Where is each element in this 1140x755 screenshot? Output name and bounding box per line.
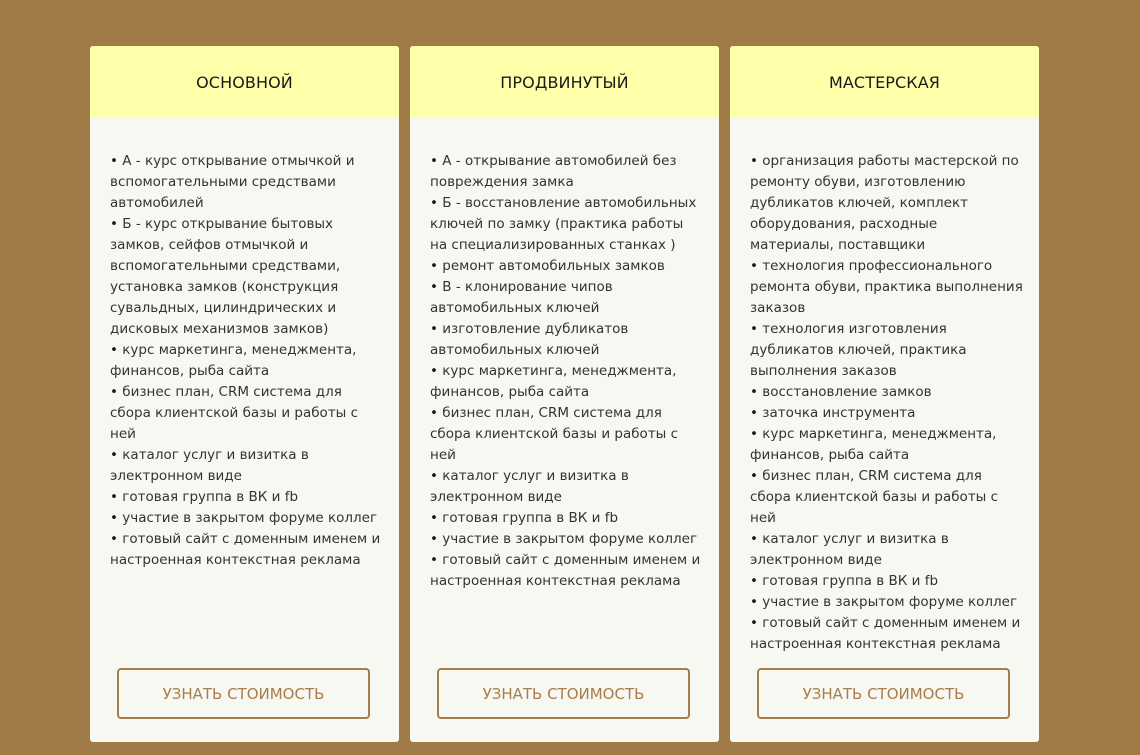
plan-card-basic <box>90 46 399 742</box>
feature-item: • курс маркетинга, менеджмента, финансов, рыба сайта <box>430 361 703 403</box>
plan-card-workshop <box>730 46 1039 742</box>
feature-item: • А - курс открывание отмычкой и вспомогательными средствами автомобилей <box>110 151 383 214</box>
feature-item: • курс маркетинга, менеджмента, финансов, рыба сайта <box>110 340 383 382</box>
feature-item: • бизнес план, CRM система для сбора клиентской базы и работы с ней <box>430 403 703 466</box>
feature-item: • готовый сайт с доменным именем и настроенная контекстная реклама <box>430 550 703 592</box>
feature-item: • технология изготовления дубликатов ключей, практика выполнения заказов <box>750 319 1023 382</box>
feature-list <box>730 118 1039 655</box>
feature-item: • ремонт автомобильных замков <box>430 256 703 277</box>
feature-item: • готовая группа в ВК и fb <box>110 487 383 508</box>
feature-item: • бизнес план, CRM система для сбора клиентской базы и работы с ней <box>110 382 383 445</box>
feature-item: • А - открывание автомобилей без повреждения замка <box>430 151 703 193</box>
plan-header <box>90 46 399 118</box>
feature-item: • курс маркетинга, менеджмента, финансов, рыба сайта <box>750 424 1023 466</box>
feature-item: • Б - восстановление автомобильных ключей по замку (практика работы на специализированных станках ) <box>430 193 703 256</box>
feature-item: • готовая группа в ВК и fb <box>430 508 703 529</box>
get-price-button[interactable]: УЗНАТЬ СТОИМОСТЬ <box>437 668 690 719</box>
plan-title: МАСТЕРСКАЯ <box>828 72 941 92</box>
plan-header <box>730 46 1039 118</box>
feature-item: • изготовление дубликатов автомобильных ключей <box>430 319 703 361</box>
plan-title: ПРОДВИНУТЫЙ <box>500 72 629 92</box>
plan-header <box>410 46 719 118</box>
get-price-button[interactable]: УЗНАТЬ СТОИМОСТЬ <box>757 668 1010 719</box>
feature-item: • участие в закрытом форуме коллег <box>430 529 703 550</box>
feature-item: • готовый сайт с доменным именем и настроенная контекстная реклама <box>110 529 383 571</box>
feature-item: • готовый сайт с доменным именем и настроенная контекстная реклама <box>750 613 1023 655</box>
feature-item: • каталог услуг и визитка в электронном виде <box>750 529 1023 571</box>
feature-item: • каталог услуг и визитка в электронном виде <box>110 445 383 487</box>
get-price-button[interactable]: УЗНАТЬ СТОИМОСТЬ <box>117 668 370 719</box>
feature-item: • восстановление замков <box>750 382 1023 403</box>
feature-list <box>410 118 719 592</box>
feature-item: • готовая группа в ВК и fb <box>750 571 1023 592</box>
feature-list <box>90 118 399 571</box>
feature-item: • Б - курс открывание бытовых замков, сейфов отмычкой и вспомогательными средствами, установка замков (конструкция сувальдных, цилиндрических и дисковых механизмов замков) <box>110 214 383 340</box>
feature-item: • В - клонирование чипов автомобильных ключей <box>430 277 703 319</box>
feature-item: • бизнес план, CRM система для сбора клиентской базы и работы с ней <box>750 466 1023 529</box>
feature-item: • технология профессионального ремонта обуви, практика выполнения заказов <box>750 256 1023 319</box>
feature-item: • участие в закрытом форуме коллег <box>110 508 383 529</box>
feature-item: • организация работы мастерской по ремонту обуви, изготовлению дубликатов ключей, комплект оборудования, расходные материалы, поставщики <box>750 151 1023 256</box>
feature-item: • заточка инструмента <box>750 403 1023 424</box>
plan-title: ОСНОВНОЙ <box>196 72 293 92</box>
feature-item: • участие в закрытом форуме коллег <box>750 592 1023 613</box>
plan-card-advanced <box>410 46 719 742</box>
feature-item: • каталог услуг и визитка в электронном виде <box>430 466 703 508</box>
